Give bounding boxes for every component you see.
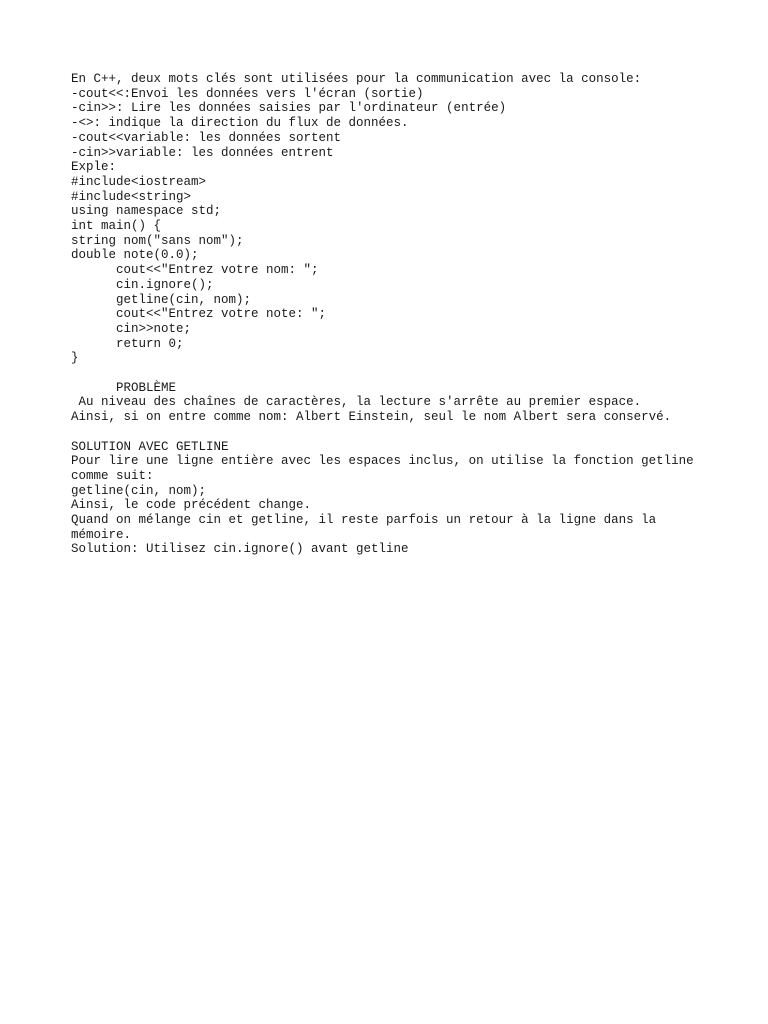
code-line: cout<<"Entrez votre nom: "; <box>71 263 319 278</box>
text-line: Exple: <box>71 160 117 175</box>
text-line: -cout<<:Envoi les données vers l'écran (sortie) <box>71 86 424 101</box>
text-line: Quand on mélange cin et getline, il reste parfois un retour à la ligne dans la <box>71 513 657 528</box>
text-line: En C++, deux mots clés sont utilisées pour la communication avec la console: <box>71 72 642 86</box>
text-line: mémoire. <box>71 527 132 542</box>
code-line: #include<iostream> <box>71 174 207 189</box>
text-line: Solution: Utilisez cin.ignore() avant getline <box>71 542 409 557</box>
code-line: #include<string> <box>71 189 192 204</box>
text-line: Ainsi, le code précédent change. <box>71 498 312 513</box>
text-line: Au niveau des chaînes de caractères, la lecture s'arrête au premier espace. <box>71 395 642 410</box>
text-line: -cout<<variable: les données sortent <box>71 130 342 145</box>
code-line: string nom("sans nom"); <box>71 233 244 248</box>
code-line: } <box>71 351 79 366</box>
text-line: -<>: indique la direction du flux de données. <box>71 116 409 131</box>
text-line: -cin>>: Lire les données saisies par l'ordinateur (entrée) <box>71 101 507 116</box>
section-heading: PROBLÈME <box>71 380 177 395</box>
text-line: comme suit: <box>71 468 154 483</box>
code-line: cout<<"Entrez votre note: "; <box>71 307 327 322</box>
text-line: -cin>>variable: les données entrent <box>71 145 334 160</box>
code-line: cin>>note; <box>71 321 192 336</box>
code-line: using namespace std; <box>71 204 222 219</box>
document-text <box>71 72 711 557</box>
code-line: cin.ignore(); <box>71 277 214 292</box>
text-line: Pour lire une ligne entière avec les espaces inclus, on utilise la fonction getline <box>71 454 694 469</box>
code-line: getline(cin, nom); <box>71 483 207 498</box>
text-line: Ainsi, si on entre comme nom: Albert Einstein, seul le nom Albert sera conservé. <box>71 410 672 425</box>
section-heading: SOLUTION AVEC GETLINE <box>71 439 229 454</box>
code-line: double note(0.0); <box>71 248 199 263</box>
code-line: getline(cin, nom); <box>71 292 252 307</box>
code-line: return 0; <box>71 336 184 351</box>
blank-line <box>71 366 711 381</box>
code-line: int main() { <box>71 219 162 234</box>
blank-line <box>71 425 711 440</box>
